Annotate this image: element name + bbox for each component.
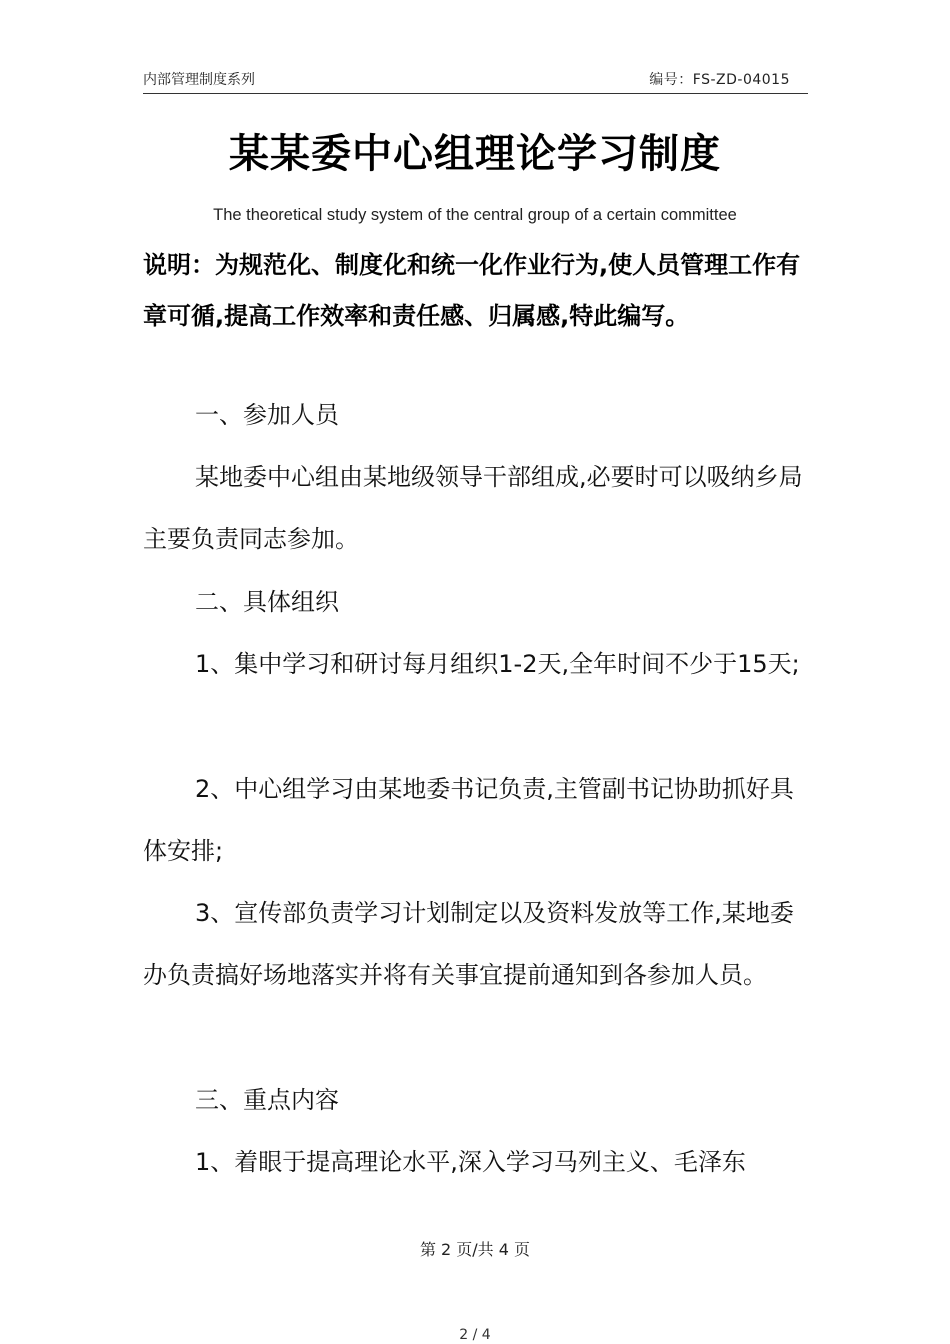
header-series-label: 内部管理制度系列 [143, 72, 255, 88]
document-title: 某某委中心组理论学习制度 [229, 131, 721, 177]
header-divider [143, 93, 808, 94]
section-2-paragraph-1: 1、集中学习和研讨每月组织1-2天,全年时间不少于15天; [195, 650, 800, 678]
section-2-paragraph-2: 2、中心组学习由某地委书记负责,主管副书记协助抓好具体安排; [143, 775, 794, 865]
section-1-paragraph-1: 某地委中心组由某地级领导干部组成,必要时可以吸纳乡局主要负责同志参加。 [143, 463, 803, 553]
section-3-heading: 三、重点内容 [195, 1086, 339, 1114]
footer-page-number: 2 / 4 [459, 1327, 491, 1343]
footer-page-label: 第 2 页/共 4 页 [419, 1240, 531, 1259]
section-3-paragraph-1: 1、着眼于提高理论水平,深入学习马列主义、毛泽东 [195, 1148, 746, 1176]
section-2-paragraph-3: 3、宣传部负责学习计划制定以及资料发放等工作,某地委办负责搞好场地落实并将有关事宜提前通知到各参加人员。 [143, 899, 794, 989]
explanation-paragraph: 说明：为规范化、制度化和统一化作业行为,使人员管理工作有章可循,提高工作效率和责任感、归属感,特此编写。 [143, 251, 801, 330]
header-doc-number: 编号：FS-ZD-04015 [649, 72, 790, 88]
document-subtitle: The theoretical study system of the central group of a certain committee [213, 206, 737, 224]
section-2-heading: 二、具体组织 [195, 588, 339, 616]
section-1-heading: 一、参加人员 [195, 401, 339, 429]
